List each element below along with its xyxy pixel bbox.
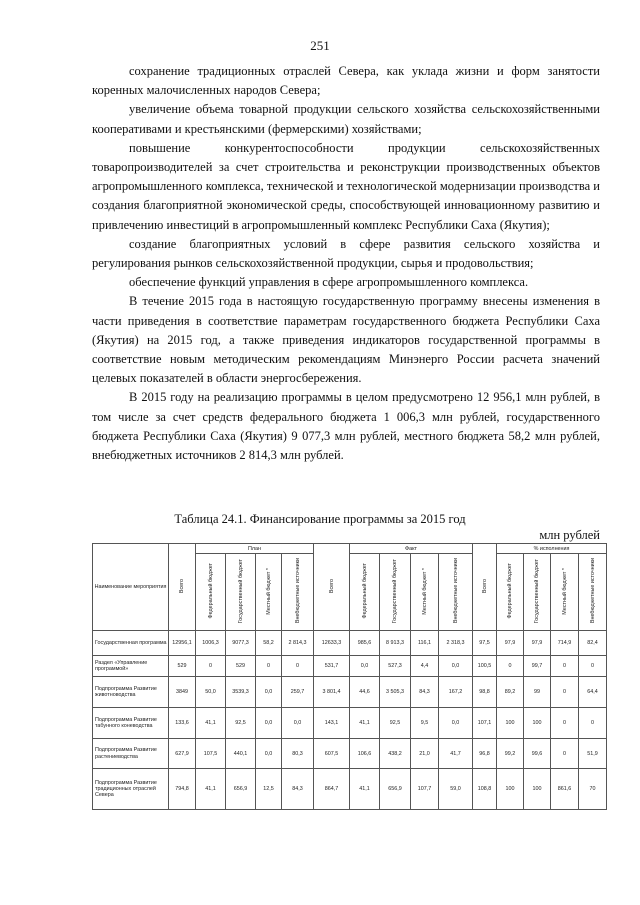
cell: 0 xyxy=(497,656,524,677)
cell: 100 xyxy=(497,769,524,810)
col-header-name: Наименование мероприятия xyxy=(93,544,169,631)
financing-table xyxy=(92,543,607,810)
cell: 0,0 xyxy=(439,656,473,677)
cell: 12633,3 xyxy=(314,631,350,656)
cell: 167,2 xyxy=(439,677,473,708)
cell: 41,1 xyxy=(350,769,380,810)
cell: 143,1 xyxy=(314,708,350,739)
group-header-pct: % исполнения xyxy=(497,544,607,554)
paragraph: повышение конкурентоспособности продукции сельскохозяйственных товаропроизводителей за счет строительства и реконструкции производственных объектов агропромышленного комплекса, технической и технологической модернизации производства и создания благоприятной экономической среды, способствующей инновационному развитию и привлечению инвестиций в агропромышленный комплекс Республики Саха (Якутия); xyxy=(92,140,600,232)
body-text xyxy=(92,62,600,465)
cell: 84,3 xyxy=(282,769,314,810)
cell: 861,6 xyxy=(551,769,579,810)
cell: 3849 xyxy=(169,677,196,708)
cell: 106,6 xyxy=(350,739,380,769)
cell: 529 xyxy=(226,656,256,677)
cell: 3 505,3 xyxy=(380,677,411,708)
col-header-fact-total: Всего xyxy=(314,544,350,631)
cell: 59,0 xyxy=(439,769,473,810)
cell: 0,0 xyxy=(256,708,282,739)
cell: 656,9 xyxy=(380,769,411,810)
table-unit: млн рублей xyxy=(539,528,600,542)
cell: 0 xyxy=(579,708,607,739)
cell: 51,9 xyxy=(579,739,607,769)
cell: 100 xyxy=(524,769,551,810)
cell: 92,5 xyxy=(226,708,256,739)
cell: 440,1 xyxy=(226,739,256,769)
cell: 0,0 xyxy=(256,677,282,708)
cell: 97,5 xyxy=(473,631,497,656)
cell: 0 xyxy=(551,656,579,677)
cell: 0 xyxy=(196,656,226,677)
row-name: Подпрограмма Развитие табунного коневодства xyxy=(93,708,169,739)
cell: 12956,1 xyxy=(169,631,196,656)
cell: 0 xyxy=(282,656,314,677)
col-header-plan-extra: Внебюджетные источники xyxy=(282,554,314,631)
cell: 2 318,3 xyxy=(439,631,473,656)
cell: 0 xyxy=(551,677,579,708)
group-header-fact: Факт xyxy=(350,544,473,554)
cell: 97,9 xyxy=(497,631,524,656)
cell: 794,8 xyxy=(169,769,196,810)
cell: 529 xyxy=(169,656,196,677)
group-header-plan: План xyxy=(196,544,314,554)
cell: 12,5 xyxy=(256,769,282,810)
cell: 864,7 xyxy=(314,769,350,810)
cell: 0,0 xyxy=(350,656,380,677)
cell: 64,4 xyxy=(579,677,607,708)
cell: 108,8 xyxy=(473,769,497,810)
paragraph: В течение 2015 года в настоящую государственную программу внесены изменения в части приведения в соответствие параметрам государственного бюджета Республики Саха (Якутия) на 2015 год, а также приведения индикаторов государственной программы в соответствие новым методическим рекомендациям Минэнерго России расчета значений целевых показателей в области энергосбережения. xyxy=(92,294,600,386)
cell: 3539,3 xyxy=(226,677,256,708)
paragraph: В 2015 году на реализацию программы в целом предусмотрено 12 956,1 млн рублей, в том числе за счет средств федерального бюджета 1 006,3 млн рублей, государственного бюджета Республики Саха (Якутия) 9 077,3 млн рублей, местного бюджета 58,2 млн рублей, внебюджетных источников 2 814,3 млн рублей. xyxy=(92,390,600,463)
paragraph: сохранение традиционных отраслей Севера, как уклада жизни и форм занятости коренных малочисленных народов Севера; xyxy=(92,64,600,98)
cell: 98,8 xyxy=(473,677,497,708)
col-header-fact-local: Местный бюджет * xyxy=(411,554,439,631)
cell: 0 xyxy=(551,739,579,769)
cell: 97,9 xyxy=(524,631,551,656)
col-header-fact-state: Государственный бюджет xyxy=(380,554,411,631)
col-header-pct-extra: Внебюджетные источники xyxy=(579,554,607,631)
cell: 44,6 xyxy=(350,677,380,708)
cell: 89,2 xyxy=(497,677,524,708)
col-header-plan-total: Всего xyxy=(169,544,196,631)
cell: 4,4 xyxy=(411,656,439,677)
cell: 531,7 xyxy=(314,656,350,677)
cell: 50,0 xyxy=(196,677,226,708)
col-header-pct-federal: Федеральный бюджет xyxy=(497,554,524,631)
col-header-plan-federal: Федеральный бюджет xyxy=(196,554,226,631)
cell: 0,0 xyxy=(439,708,473,739)
cell: 41,1 xyxy=(196,769,226,810)
cell: 70 xyxy=(579,769,607,810)
cell: 714,9 xyxy=(551,631,579,656)
col-header-fact-extra: Внебюджетные источники xyxy=(439,554,473,631)
cell: 3 801,4 xyxy=(314,677,350,708)
cell: 259,7 xyxy=(282,677,314,708)
paragraph: обеспечение функций управления в сфере агропромышленного комплекса. xyxy=(129,275,529,290)
cell: 41,1 xyxy=(196,708,226,739)
cell: 985,6 xyxy=(350,631,380,656)
cell: 100 xyxy=(497,708,524,739)
cell: 82,4 xyxy=(579,631,607,656)
table-row xyxy=(93,739,607,769)
cell: 99,6 xyxy=(524,739,551,769)
col-header-pct-local: Местный бюджет * xyxy=(551,554,579,631)
cell: 100 xyxy=(524,708,551,739)
cell: 1006,3 xyxy=(196,631,226,656)
cell: 656,9 xyxy=(226,769,256,810)
col-header-pct-state: Государственный бюджет xyxy=(524,554,551,631)
row-name: Подпрограмма Развитие растениеводства xyxy=(93,739,169,769)
row-name: Подпрограмма Развитие животноводства xyxy=(93,677,169,708)
cell: 107,1 xyxy=(473,708,497,739)
col-header-plan-local: Местный бюджет * xyxy=(256,554,282,631)
col-header-fact-federal: Федеральный бюджет xyxy=(350,554,380,631)
cell: 41,1 xyxy=(350,708,380,739)
cell: 80,3 xyxy=(282,739,314,769)
cell: 607,5 xyxy=(314,739,350,769)
cell: 0 xyxy=(579,656,607,677)
cell: 116,1 xyxy=(411,631,439,656)
table-row xyxy=(93,631,607,656)
table-row xyxy=(93,656,607,677)
row-name: Раздел «Управление программой» xyxy=(93,656,169,677)
paragraph: увеличение объема товарной продукции сельского хозяйства сельскохозяйственными кооперативами и крестьянскими (фермерскими) хозяйствами; xyxy=(92,102,600,136)
cell: 0,0 xyxy=(256,739,282,769)
table-row xyxy=(93,708,607,739)
row-name: Государственная программа xyxy=(93,631,169,656)
cell: 58,2 xyxy=(256,631,282,656)
table-title: Таблица 24.1. Финансирование программы за 2015 год xyxy=(174,512,466,526)
cell: 0 xyxy=(551,708,579,739)
cell: 0,0 xyxy=(282,708,314,739)
cell: 2 814,3 xyxy=(282,631,314,656)
cell: 99 xyxy=(524,677,551,708)
cell: 100,5 xyxy=(473,656,497,677)
cell: 9077,3 xyxy=(226,631,256,656)
col-header-plan-state: Государственный бюджет xyxy=(226,554,256,631)
cell: 99,2 xyxy=(497,739,524,769)
cell: 9,5 xyxy=(411,708,439,739)
cell: 41,7 xyxy=(439,739,473,769)
cell: 8 913,3 xyxy=(380,631,411,656)
cell: 527,3 xyxy=(380,656,411,677)
cell: 0 xyxy=(256,656,282,677)
cell: 133,6 xyxy=(169,708,196,739)
table-row xyxy=(93,769,607,810)
cell: 107,5 xyxy=(196,739,226,769)
table-row xyxy=(93,677,607,708)
cell: 627,9 xyxy=(169,739,196,769)
cell: 438,2 xyxy=(380,739,411,769)
row-name: Подпрограмма Развитие традиционных отраслей Севера xyxy=(93,769,169,810)
paragraph: создание благоприятных условий в сфере развития сельского хозяйства и регулирования рынков сельскохозяйственной продукции, сырья и продовольствия; xyxy=(92,236,600,271)
col-header-pct-total: Всего xyxy=(473,544,497,631)
cell: 96,8 xyxy=(473,739,497,769)
cell: 99,7 xyxy=(524,656,551,677)
page-number: 251 xyxy=(310,38,330,53)
cell: 92,5 xyxy=(380,708,411,739)
cell: 84,3 xyxy=(411,677,439,708)
cell: 21,0 xyxy=(411,739,439,769)
cell: 107,7 xyxy=(411,769,439,810)
